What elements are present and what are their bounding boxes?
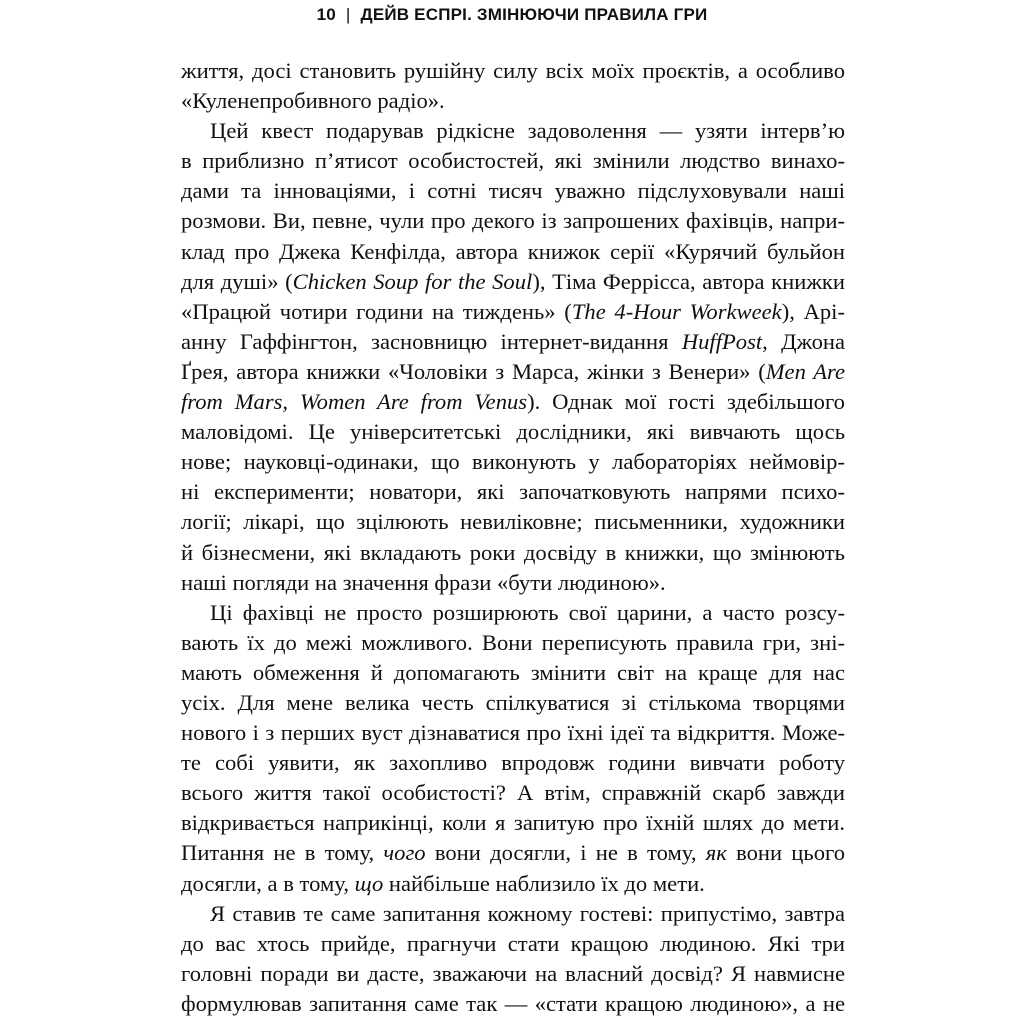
text-line (181, 568, 845, 598)
text-run: життя, досі становить рушійну силу всіх моїх проєктів, а особливо (181, 58, 845, 83)
text-run: анну Гаффінгтон, засновницю інтернет-видання (181, 328, 682, 354)
text-run: «Куленепробивного радіо». (181, 88, 445, 114)
italic-text-run: from Mars, Women Are from Venus (181, 389, 528, 415)
paragraph (181, 116, 845, 598)
text-run: Цей квест подарував рідкісне задоволення — узяти інтерв’ю (210, 118, 845, 144)
running-head (0, 5, 1024, 25)
text-run: до вас хтось прийде, прагнучи стати кращою людиною. Які три (181, 930, 845, 956)
body-text (181, 56, 845, 1019)
text-line (181, 989, 845, 1019)
text-run: клад про Джека Кенфілда, автора книжок серії «Курячий бульйон (181, 238, 845, 264)
text-line (181, 237, 845, 267)
text-run: усіх. Для мене велика честь спілкуватися зі стількома творцями (181, 689, 845, 715)
header-separator: | (345, 5, 351, 24)
text-line (181, 688, 845, 718)
text-line (181, 176, 845, 206)
text-run: , Джона (762, 328, 845, 354)
text-line (181, 56, 845, 86)
italic-text-run: Men Are (765, 358, 845, 384)
text-run: формулював запитання саме так — «стати кращою людиною», а не (181, 990, 845, 1016)
paragraph (181, 56, 845, 116)
text-line (181, 387, 845, 417)
text-line (181, 899, 845, 929)
text-line (181, 718, 845, 748)
text-line (181, 869, 845, 899)
book-title: ДЕЙВ ЕСПРІ. ЗМІНЮЮЧИ ПРАВИЛА ГРИ (360, 5, 708, 24)
paragraph (181, 598, 845, 899)
text-run: логії; лікарі, що зцілюють невиліковне; письменники, художники (181, 509, 845, 535)
text-line (181, 267, 845, 297)
text-line (181, 808, 845, 838)
text-line (181, 297, 845, 327)
text-line (181, 658, 845, 688)
text-run: дами та інноваціями, і сотні тисяч уважно підслуховували наші (181, 178, 845, 204)
italic-text-run: The 4-Hour Workweek (571, 298, 782, 324)
paragraph (181, 899, 845, 1019)
text-line (181, 959, 845, 989)
text-run: Питання не в тому, (181, 840, 384, 866)
text-run: вають їх до межі можливого. Вони переписують правила гри, зні- (181, 629, 845, 655)
text-line (181, 929, 845, 959)
italic-text-run: що (354, 870, 384, 896)
text-run: розмови. Ви, певне, чули про декого із запрошених фахівців, напри- (181, 208, 845, 234)
text-run: найбільше наблизило їх до мети. (383, 870, 705, 896)
text-run: головні поради ви дасте, зважаючи на власний досвід? Я навмисне (181, 960, 845, 986)
text-line (181, 417, 845, 447)
text-run: Ґрея, автора книжки «Чоловіки з Марса, жінки з Венери» ( (181, 358, 766, 384)
text-run: в приблизно п’ятисот особистостей, які змінили людство винахо- (181, 148, 845, 174)
text-run: нового і з перших вуст дізнаватися про їхні ідеї та відкриття. Може- (181, 720, 845, 746)
text-run: ), Арі- (781, 298, 845, 324)
italic-text-run: Chicken Soup for the Soul (292, 268, 533, 294)
text-run: Я ставив те саме запитання кожному гостеві: припустімо, завтра (210, 900, 845, 926)
text-run: наші погляди на значення фрази «бути людиною». (181, 569, 666, 595)
text-run: нове; науковці-одинаки, що виконують у лабораторіях неймовір- (181, 449, 845, 475)
page-number: 10 (316, 5, 336, 24)
text-run: для душі» ( (181, 268, 293, 294)
text-line (181, 838, 845, 868)
text-line (181, 357, 845, 387)
text-run: досягли, а в тому, (181, 870, 355, 896)
text-line (181, 477, 845, 507)
text-run: мають обмеження й допомагають змінити світ на краще для нас (181, 659, 845, 685)
text-line (181, 538, 845, 568)
text-line (181, 598, 845, 628)
text-run: маловідомі. Це університетські дослідники, які вивчають щось (181, 419, 845, 445)
text-run: ). Однак мої гості здебільшого (527, 389, 845, 415)
italic-text-run: як (705, 840, 727, 866)
text-line (181, 86, 845, 116)
italic-text-run: чого (383, 840, 426, 866)
text-line (181, 628, 845, 658)
text-run: те собі уявити, як захопливо впродовж години вивчати роботу (181, 750, 845, 776)
text-run: й бізнесмени, які вкладають роки досвіду в книжки, що змінюють (181, 539, 845, 565)
text-run: ), Тіма Феррісса, автора книжки (532, 268, 845, 294)
text-line (181, 748, 845, 778)
text-run: ні експерименти; новатори, які започатковують напрями психо- (181, 479, 845, 505)
text-run: вони цього (726, 840, 845, 866)
text-run: всього життя такої особистості? А втім, справжній скарб завжди (181, 780, 845, 806)
text-run: відкривається наприкінці, коли я запитую про їхній шлях до мети. (181, 810, 845, 836)
text-line (181, 507, 845, 537)
text-run: «Працюй чотири години на тиждень» ( (181, 298, 572, 324)
text-line (181, 447, 845, 477)
text-line (181, 146, 845, 176)
text-line (181, 327, 845, 357)
text-line (181, 778, 845, 808)
italic-text-run: HuffPost (681, 328, 763, 354)
text-line (181, 116, 845, 146)
text-line (181, 206, 845, 236)
text-run: вони досягли, і не в тому, (425, 840, 706, 866)
text-run: Ці фахівці не просто розширюють свої царини, а часто розсу- (210, 599, 845, 625)
